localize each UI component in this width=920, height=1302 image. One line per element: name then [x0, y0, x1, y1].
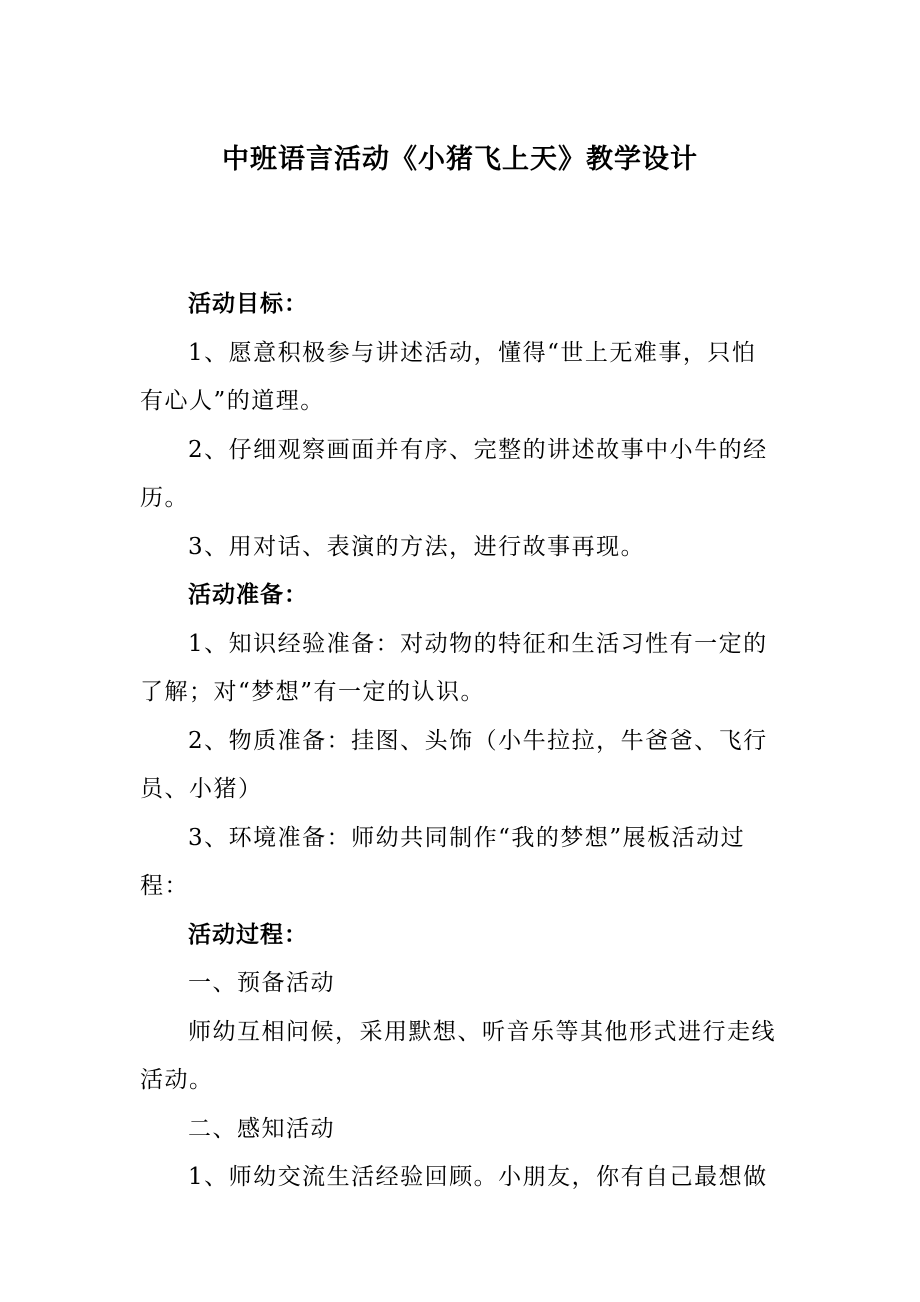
- paragraph-line: 3、用对话、表演的方法，进行故事再现。: [188, 533, 646, 560]
- section-heading-preparation: 活动准备：: [188, 582, 308, 608]
- paragraph-line: 师幼互相问候，采用默想、听音乐等其他形式进行走线: [188, 1018, 776, 1045]
- paragraph-line: 1、知识经验准备：对动物的特征和生活习性有一定的: [188, 630, 768, 657]
- paragraph-line: 3、环境准备：师幼共同制作“我的梦想”展板活动过: [188, 824, 746, 851]
- paragraph-line: 1、愿意积极参与讲述活动，懂得“世上无难事，只怕: [188, 339, 757, 366]
- section-heading-process: 活动过程：: [188, 921, 308, 948]
- paragraph-line: 二、感知活动: [188, 1115, 335, 1142]
- document-body: [140, 280, 782, 1202]
- paragraph-line: 员、小猪）: [140, 776, 263, 802]
- paragraph-line: 了解；对“梦想”有一定的认识。: [140, 679, 486, 705]
- section-heading-goals: 活动目标：: [188, 291, 308, 317]
- document-title: 中班语言活动《小猪飞上天》教学设计: [222, 144, 698, 175]
- paragraph-line: 1、师幼交流生活经验回顾。小朋友，你有自己最想做: [188, 1164, 768, 1190]
- paragraph-line: 活动。: [140, 1067, 214, 1093]
- paragraph-line: 一、预备活动: [188, 970, 335, 996]
- paragraph-line: 历。: [140, 485, 189, 511]
- paragraph-line: 2、物质准备：挂图、头饰（小牛拉拉，牛爸爸、飞行: [188, 727, 768, 754]
- paragraph-line: 程：: [140, 873, 189, 899]
- paragraph-line: 2、仔细观察画面并有序、完整的讲述故事中小牛的经: [188, 436, 768, 463]
- paragraph-line: 有心人”的道理。: [140, 388, 325, 414]
